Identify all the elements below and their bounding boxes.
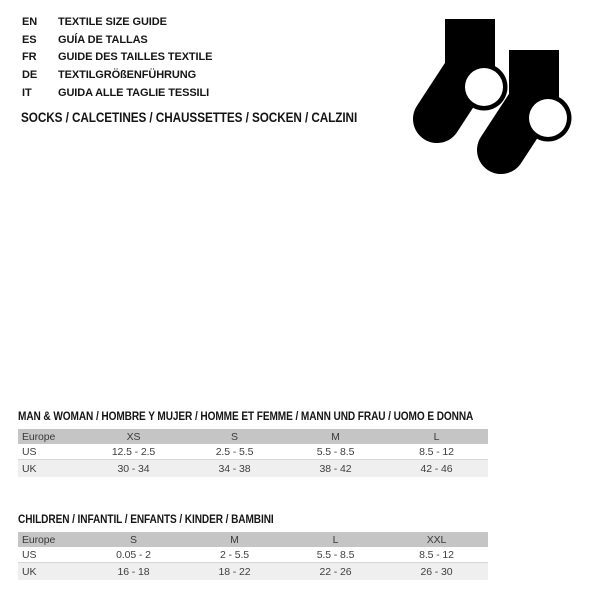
size-table-children <box>18 532 488 580</box>
language-row-en <box>22 13 212 31</box>
size-value: 5.5 - 8.5 <box>316 548 355 561</box>
size-table-man-woman <box>18 429 488 477</box>
language-code: FR <box>22 51 37 64</box>
table-row-uk <box>18 460 488 477</box>
column-header-size: M <box>230 533 239 546</box>
size-value: 2 - 5.5 <box>219 548 250 561</box>
size-value: 0.05 - 2 <box>116 548 151 561</box>
column-header-size: L <box>433 430 440 443</box>
size-value: 8.5 - 12 <box>419 445 454 458</box>
row-label: UK <box>22 565 37 578</box>
size-value: 38 - 42 <box>319 462 352 475</box>
row-label: UK <box>22 462 37 475</box>
language-code: EN <box>22 15 38 28</box>
socks-icon <box>400 12 580 182</box>
table-title-children: CHILDREN / INFANTIL / ENFANTS / KINDER / BAMBINI <box>18 512 274 526</box>
language-label: TEXTILE SIZE GUIDE <box>58 15 167 28</box>
language-label: TEXTILGRÖßENFÜHRUNG <box>58 68 197 81</box>
table-title-man-woman: MAN & WOMAN / HOMBRE Y MUJER / HOMME ET FEMME / MANN UND FRAU / UOMO E DONNA <box>18 409 474 423</box>
table-row-us <box>18 547 488 563</box>
size-value: 42 - 46 <box>420 462 453 475</box>
language-row-fr <box>22 48 212 66</box>
table-row-uk <box>18 563 488 580</box>
size-value: 22 - 26 <box>319 565 352 578</box>
language-row-it <box>22 84 212 102</box>
language-code: DE <box>22 68 38 81</box>
language-label: GUIDE DES TAILLES TEXTILE <box>58 51 213 64</box>
row-label: US <box>22 548 37 561</box>
language-label: GUÍA DE TALLAS <box>58 33 148 46</box>
table-header-row <box>18 532 488 547</box>
size-value: 8.5 - 12 <box>419 548 454 561</box>
size-value: 5.5 - 8.5 <box>316 445 355 458</box>
language-row-de <box>22 66 212 84</box>
table-header-row <box>18 429 488 444</box>
row-label: US <box>22 445 37 458</box>
size-value: 34 - 38 <box>218 462 251 475</box>
language-label: GUIDA ALLE TAGLIE TESSILI <box>58 86 210 99</box>
language-code: IT <box>22 86 32 99</box>
column-header-size: M <box>331 430 340 443</box>
size-value: 26 - 30 <box>420 565 453 578</box>
language-list <box>22 13 212 101</box>
column-header-size: S <box>130 533 137 546</box>
column-header-size: XXL <box>426 533 447 546</box>
language-row-es <box>22 31 212 49</box>
language-code: ES <box>22 33 37 46</box>
column-header-size: L <box>332 533 339 546</box>
column-header-region: Europe <box>22 430 56 443</box>
size-value: 30 - 34 <box>117 462 150 475</box>
size-value: 2.5 - 5.5 <box>215 445 254 458</box>
size-value: 12.5 - 2.5 <box>111 445 156 458</box>
size-value: 16 - 18 <box>117 565 150 578</box>
category-title: SOCKS / CALCETINES / CHAUSSETTES / SOCKEN / CALZINI <box>21 109 358 125</box>
table-row-us <box>18 444 488 460</box>
column-header-region: Europe <box>22 533 56 546</box>
size-value: 18 - 22 <box>218 565 251 578</box>
column-header-size: XS <box>126 430 141 443</box>
column-header-size: S <box>231 430 238 443</box>
